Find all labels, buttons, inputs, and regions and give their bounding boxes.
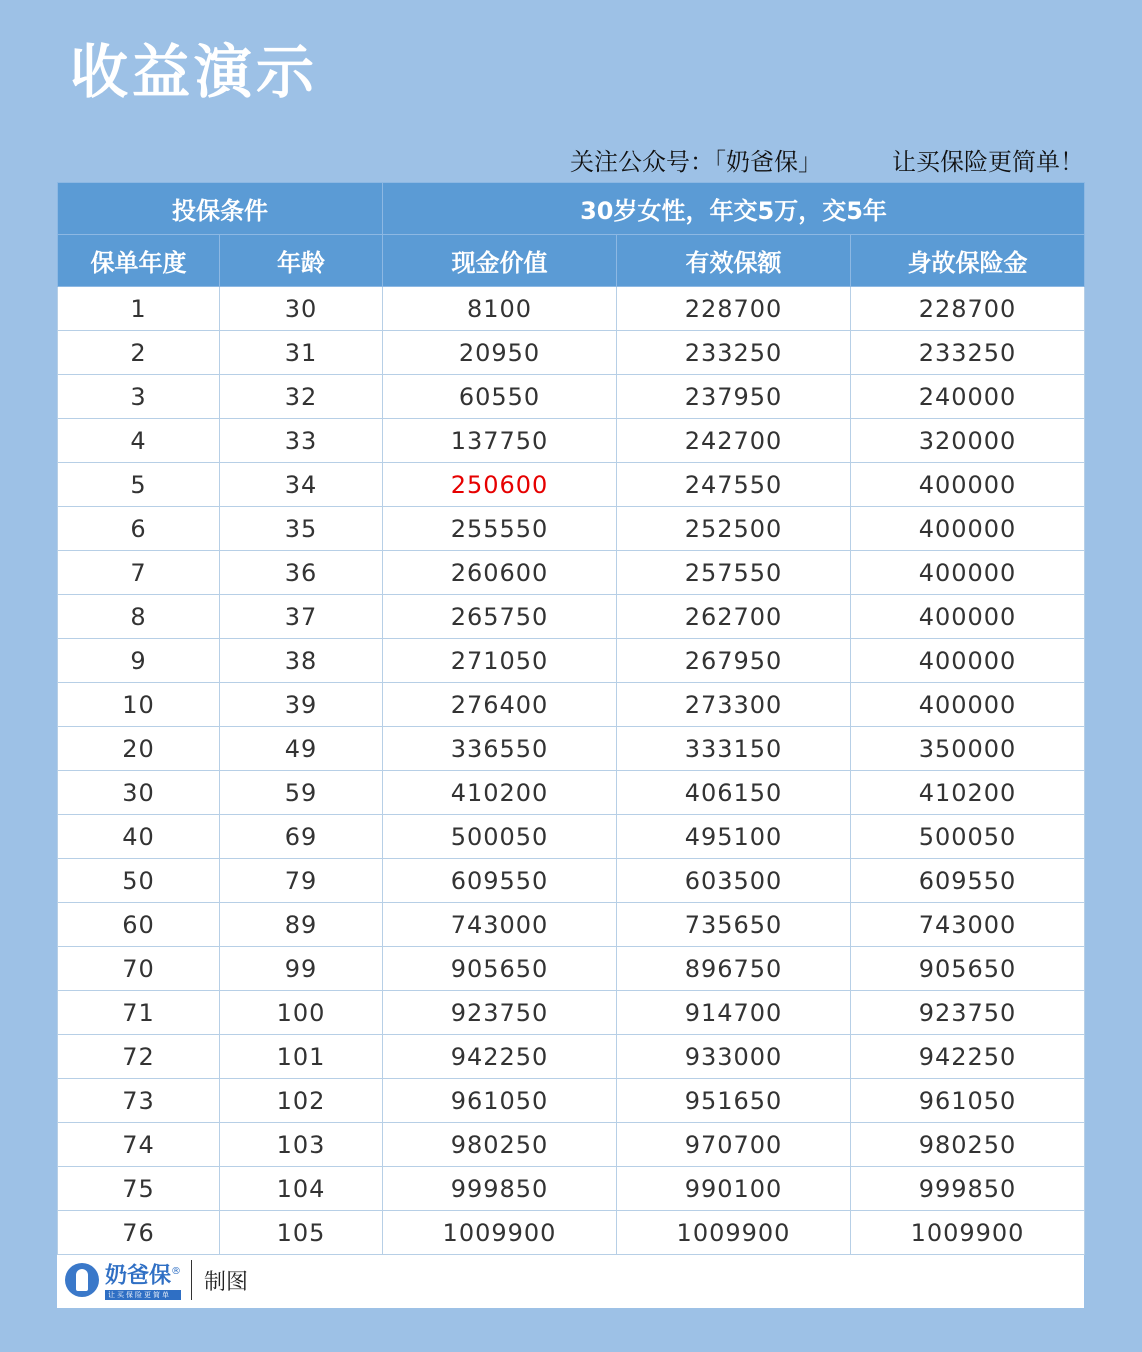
cell-age: 104 — [220, 1167, 383, 1211]
column-header-policy-year: 保单年度 — [58, 235, 220, 287]
cell-age: 101 — [220, 1035, 383, 1079]
cell-age: 59 — [220, 771, 383, 815]
table-row — [58, 595, 1085, 639]
cell-effective-amount: 257550 — [617, 551, 851, 595]
table-row — [58, 507, 1085, 551]
cell-death-benefit: 350000 — [851, 727, 1085, 771]
cell-cash-value: 271050 — [383, 639, 617, 683]
cell-age: 38 — [220, 639, 383, 683]
cell-death-benefit: 400000 — [851, 639, 1085, 683]
cell-effective-amount: 252500 — [617, 507, 851, 551]
cell-age: 102 — [220, 1079, 383, 1123]
group-header-row — [58, 183, 1085, 235]
cell-effective-amount: 933000 — [617, 1035, 851, 1079]
column-header-cash-value: 现金价值 — [383, 235, 617, 287]
cell-cash-value: 410200 — [383, 771, 617, 815]
cell-age: 33 — [220, 419, 383, 463]
cell-death-benefit: 609550 — [851, 859, 1085, 903]
table-row — [58, 815, 1085, 859]
cell-effective-amount: 495100 — [617, 815, 851, 859]
cell-effective-amount: 896750 — [617, 947, 851, 991]
cell-effective-amount: 951650 — [617, 1079, 851, 1123]
cell-cash-value: 942250 — [383, 1035, 617, 1079]
cell-death-benefit: 240000 — [851, 375, 1085, 419]
table-row — [58, 463, 1085, 507]
cell-effective-amount: 233250 — [617, 331, 851, 375]
cell-death-benefit: 400000 — [851, 683, 1085, 727]
cell-effective-amount: 990100 — [617, 1167, 851, 1211]
cell-effective-amount: 262700 — [617, 595, 851, 639]
table-row — [58, 727, 1085, 771]
cell-policy-year: 71 — [58, 991, 220, 1035]
cell-death-benefit: 410200 — [851, 771, 1085, 815]
scenario-header: 30岁女性，年交5万，交5年 — [383, 183, 1085, 235]
cell-age: 79 — [220, 859, 383, 903]
cell-effective-amount: 406150 — [617, 771, 851, 815]
tagline-text: 让买保险更简单！ — [892, 148, 1084, 176]
column-header-death-benefit: 身故保险金 — [851, 235, 1085, 287]
table-row — [58, 419, 1085, 463]
cell-death-benefit: 400000 — [851, 507, 1085, 551]
table-row — [58, 1211, 1085, 1255]
cell-cash-value: 60550 — [383, 375, 617, 419]
cell-policy-year: 74 — [58, 1123, 220, 1167]
follow-text: 关注公众号：「奶爸保」 — [570, 148, 822, 176]
table-row — [58, 639, 1085, 683]
cell-cash-value: 999850 — [383, 1167, 617, 1211]
slogan — [500, 142, 1084, 182]
table-row — [58, 683, 1085, 727]
cell-cash-value: 609550 — [383, 859, 617, 903]
table-row — [58, 1079, 1085, 1123]
logo-name: 奶爸保 — [105, 1263, 172, 1289]
cell-policy-year: 6 — [58, 507, 220, 551]
cell-cash-value: 255550 — [383, 507, 617, 551]
cell-policy-year: 20 — [58, 727, 220, 771]
cell-age: 49 — [220, 727, 383, 771]
cell-policy-year: 76 — [58, 1211, 220, 1255]
cell-cash-value: 923750 — [383, 991, 617, 1035]
cell-effective-amount: 1009900 — [617, 1211, 851, 1255]
table-row — [58, 903, 1085, 947]
made-by-label: 制图 — [204, 1269, 249, 1295]
cell-cash-value: 980250 — [383, 1123, 617, 1167]
cell-age: 100 — [220, 991, 383, 1035]
cell-effective-amount: 228700 — [617, 287, 851, 331]
cell-cash-value: 8100 — [383, 287, 617, 331]
cell-cash-value: 20950 — [383, 331, 617, 375]
cell-effective-amount: 273300 — [617, 683, 851, 727]
cell-age: 31 — [220, 331, 383, 375]
cell-cash-value: 336550 — [383, 727, 617, 771]
cell-policy-year: 60 — [58, 903, 220, 947]
table-row — [58, 551, 1085, 595]
cell-policy-year: 2 — [58, 331, 220, 375]
cell-policy-year: 30 — [58, 771, 220, 815]
column-header-effective-amount: 有效保额 — [617, 235, 851, 287]
cell-age: 35 — [220, 507, 383, 551]
cell-effective-amount: 914700 — [617, 991, 851, 1035]
cell-effective-amount: 970700 — [617, 1123, 851, 1167]
cell-age: 39 — [220, 683, 383, 727]
cell-effective-amount: 237950 — [617, 375, 851, 419]
cell-policy-year: 4 — [58, 419, 220, 463]
cell-cash-value: 137750 — [383, 419, 617, 463]
footer-divider — [191, 1260, 192, 1300]
cell-death-benefit: 400000 — [851, 551, 1085, 595]
mother-child-icon — [65, 1263, 99, 1297]
column-header-age: 年龄 — [220, 235, 383, 287]
cell-effective-amount: 267950 — [617, 639, 851, 683]
cell-cash-value: 276400 — [383, 683, 617, 727]
cell-death-benefit: 320000 — [851, 419, 1085, 463]
table-row — [58, 375, 1085, 419]
cell-policy-year: 8 — [58, 595, 220, 639]
cell-cash-value: 1009900 — [383, 1211, 617, 1255]
cell-age: 103 — [220, 1123, 383, 1167]
benefit-table — [57, 182, 1085, 1255]
table-row — [58, 1167, 1085, 1211]
table-row — [58, 331, 1085, 375]
cell-cash-value: 500050 — [383, 815, 617, 859]
table-row — [58, 1123, 1085, 1167]
cell-effective-amount: 333150 — [617, 727, 851, 771]
cell-death-benefit: 500050 — [851, 815, 1085, 859]
cell-death-benefit: 233250 — [851, 331, 1085, 375]
logo-name-line — [105, 1260, 181, 1288]
cell-death-benefit: 999850 — [851, 1167, 1085, 1211]
page-title: 收益演示 — [70, 38, 319, 106]
logo-subtitle: 让买保险更简单 — [105, 1290, 181, 1300]
table-row — [58, 1035, 1085, 1079]
cell-age: 30 — [220, 287, 383, 331]
cell-policy-year: 40 — [58, 815, 220, 859]
cell-age: 37 — [220, 595, 383, 639]
cell-effective-amount: 603500 — [617, 859, 851, 903]
cell-effective-amount: 247550 — [617, 463, 851, 507]
cell-death-benefit: 743000 — [851, 903, 1085, 947]
registered-mark: ® — [171, 1265, 182, 1277]
cell-age: 32 — [220, 375, 383, 419]
cell-cash-value: 260600 — [383, 551, 617, 595]
cell-death-benefit: 980250 — [851, 1123, 1085, 1167]
cell-policy-year: 73 — [58, 1079, 220, 1123]
cell-cash-value: 743000 — [383, 903, 617, 947]
cell-death-benefit: 400000 — [851, 595, 1085, 639]
cell-age: 36 — [220, 551, 383, 595]
cell-policy-year: 3 — [58, 375, 220, 419]
cell-death-benefit: 923750 — [851, 991, 1085, 1035]
cell-death-benefit: 942250 — [851, 1035, 1085, 1079]
cell-age: 89 — [220, 903, 383, 947]
cell-age: 34 — [220, 463, 383, 507]
table-row — [58, 947, 1085, 991]
cell-age: 99 — [220, 947, 383, 991]
cell-policy-year: 7 — [58, 551, 220, 595]
table-row — [58, 287, 1085, 331]
cell-effective-amount: 735650 — [617, 903, 851, 947]
cell-age: 105 — [220, 1211, 383, 1255]
cell-policy-year: 75 — [58, 1167, 220, 1211]
logo-text — [105, 1260, 181, 1300]
cell-policy-year: 70 — [58, 947, 220, 991]
cell-death-benefit: 400000 — [851, 463, 1085, 507]
cell-cash-value: 961050 — [383, 1079, 617, 1123]
cell-effective-amount: 242700 — [617, 419, 851, 463]
cell-policy-year: 5 — [58, 463, 220, 507]
cell-policy-year: 10 — [58, 683, 220, 727]
cell-age: 69 — [220, 815, 383, 859]
table-body — [58, 287, 1085, 1255]
table-row — [58, 991, 1085, 1035]
cell-death-benefit: 1009900 — [851, 1211, 1085, 1255]
conditions-header: 投保条件 — [58, 183, 383, 235]
column-header-row — [58, 235, 1085, 287]
brand-logo — [65, 1260, 181, 1300]
cell-death-benefit: 905650 — [851, 947, 1085, 991]
cell-death-benefit: 961050 — [851, 1079, 1085, 1123]
table-row — [58, 771, 1085, 815]
cell-policy-year: 50 — [58, 859, 220, 903]
cell-death-benefit: 228700 — [851, 287, 1085, 331]
cell-policy-year: 9 — [58, 639, 220, 683]
table-row — [58, 859, 1085, 903]
footer — [57, 1252, 1084, 1308]
cell-policy-year: 72 — [58, 1035, 220, 1079]
table-card — [57, 182, 1084, 1308]
cell-cash-value: 905650 — [383, 947, 617, 991]
cell-cash-value: 265750 — [383, 595, 617, 639]
cell-policy-year: 1 — [58, 287, 220, 331]
cell-cash-value: 250600 — [383, 463, 617, 507]
